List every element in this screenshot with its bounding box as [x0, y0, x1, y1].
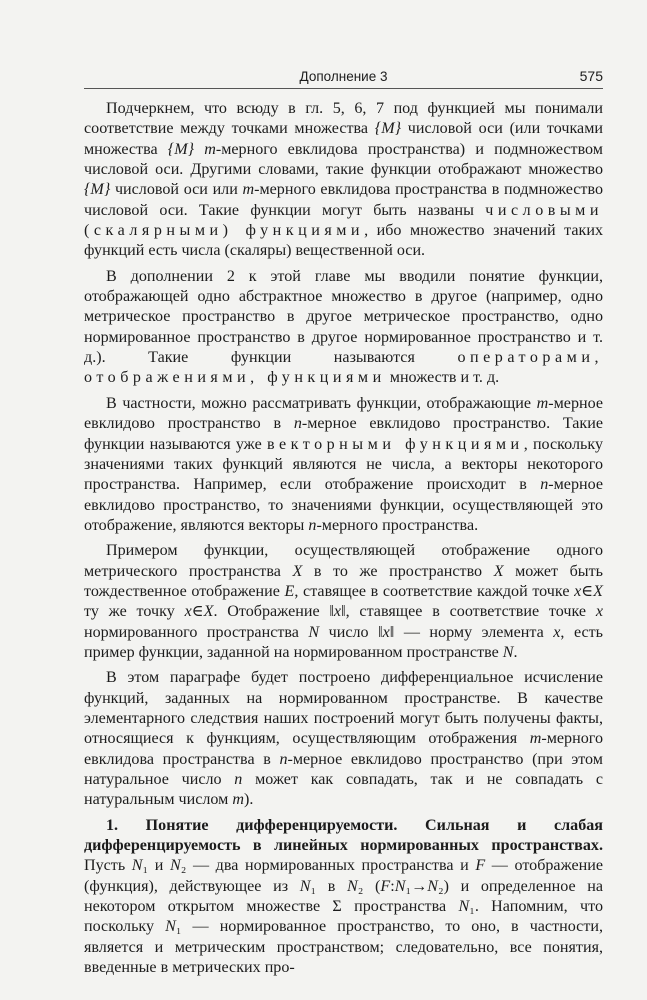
paragraph-6 — [84, 816, 603, 979]
text-run: Примером функции, осуществляющей отображение одного метрического пространства — [84, 542, 603, 580]
subscript: ₁ — [469, 898, 475, 916]
math-var-N: N — [458, 898, 470, 916]
body-text — [84, 99, 603, 978]
text-run: может быть тождественное отображение — [84, 562, 603, 600]
text-run: -мерного евклидова пространства в — [84, 730, 603, 768]
text-run: числовой оси (или точками множества — [84, 120, 603, 158]
text-run: ) и определенное на некотором открытом множестве Σ пространства — [84, 877, 603, 916]
math-var-m: m — [242, 181, 255, 199]
math-var-F: F — [475, 857, 486, 875]
text-run: . Отображение — [213, 603, 330, 621]
text-run: , ставящее в соответствие точке — [345, 603, 596, 621]
text-run: . — [513, 643, 518, 661]
text-run: -мерное евклидово пространство (при этом натуральное число — [84, 750, 603, 788]
text-run: число — [319, 623, 379, 641]
subscript: ₁ — [405, 877, 412, 895]
math-var-x: x — [595, 603, 604, 621]
chapter-title: Дополнение 3 — [299, 69, 388, 84]
math-var-N: N — [299, 877, 311, 895]
paragraph-3 — [84, 394, 603, 536]
text-run: в — [316, 877, 347, 895]
text-run: , ибо множество значений таких функций есть числа (скаляры) вещественной оси. — [84, 222, 604, 260]
math-var-n: n — [279, 750, 288, 768]
math-var-N: N — [170, 857, 181, 875]
math-var-N: N — [347, 877, 358, 895]
text-run: — отображение (функция), действующее из — [84, 857, 603, 895]
text-run: В частности, можно рассматривать функции, отображающие — [106, 394, 537, 412]
text-run: — норму элемента — [394, 623, 554, 641]
math-var-m: m — [536, 394, 549, 412]
math-var-N: N — [165, 918, 176, 936]
math-x-in-X: x∈X — [574, 582, 603, 600]
text-run: В этом параграфе будет построено дифференциальное исчисление функций, заданных на нормированном пространстве. В качестве элементарного следствия наших построений могут быть получены факты, относящиеся к функциям, осуществляющим отображения — [84, 669, 603, 748]
math-var-n: n — [308, 516, 317, 534]
text-run: множеств и т. д. — [385, 369, 500, 387]
text-run: нормированного пространства — [84, 623, 309, 641]
text-run: ). — [244, 791, 254, 809]
text-run: Подчеркнем, что всюду в гл. 5, 6, 7 под функцией мы понимали соответствие между точками множества — [84, 100, 603, 138]
text-run: и — [148, 857, 170, 875]
math-colon: : — [390, 877, 395, 895]
page-number: 575 — [579, 68, 603, 84]
emphasis-term: операторами, отображениями, функциями — [84, 349, 603, 387]
math-var-m: m — [204, 140, 216, 158]
text-run: -мерное евклидово пространство в — [84, 394, 603, 433]
text-run: в то же пространство — [302, 562, 494, 580]
text-run — [194, 141, 204, 158]
subscript: ₁ — [142, 857, 149, 875]
text-run: , есть пример функции, заданной на нормированном пространстве — [84, 623, 603, 661]
subscript: ₁ — [310, 877, 317, 895]
math-var-X: X — [493, 562, 504, 580]
math-var-N: N — [394, 877, 406, 895]
text-run: числовой оси или — [110, 181, 243, 199]
text-run: -мерного евклидова пространства в подмножество числовой оси. Такие функции могут быть названы — [84, 181, 603, 219]
emphasis-term: векторными функциями — [266, 435, 524, 453]
math-var-X: X — [292, 562, 303, 580]
math-var-N: N — [308, 623, 320, 641]
text-run: , поскольку значениями таких функций являются не числа, а векторы некоторого пространства. Например, если отображение происходит в — [84, 435, 603, 494]
paragraph-1 — [84, 99, 603, 262]
text-run: ту же точку — [84, 603, 185, 621]
math-norm-x: ‖x‖ — [378, 623, 395, 641]
math-var-x: x — [553, 623, 561, 641]
text-run: может как совпадать, так и не совпадать с натуральным числом — [84, 771, 603, 809]
text-run: Пусть — [84, 857, 132, 875]
math-x-in-X: x∈X — [184, 603, 214, 621]
text-run: -мерное евклидово пространство. Такие функции называются уже — [84, 415, 604, 453]
paragraph-2 — [84, 267, 603, 389]
subscript: ₂ — [437, 877, 444, 895]
math-var-N: N — [502, 643, 514, 661]
emphasis-term: числовыми (скалярными) функциями — [84, 201, 603, 240]
math-var-m: m — [232, 791, 244, 809]
math-var-F: F — [380, 877, 391, 895]
running-header — [84, 66, 603, 89]
math-var-N: N — [427, 877, 438, 895]
math-var-m: m — [529, 730, 542, 748]
text-run: -мерного евклидова пространства) и подмножеством числовой оси. Другими словами, такие функции отображают множество — [84, 140, 603, 179]
section-heading: 1. Понятие дифференцируемости. Сильная и слабая дифференцируемость в линейных нормированных пространствах. — [84, 816, 603, 855]
paragraph-4 — [84, 541, 603, 663]
math-set-M: {M} — [167, 140, 195, 158]
math-var-n: n — [540, 476, 549, 494]
math-arrow: → — [411, 877, 428, 895]
subscript: ₁ — [175, 918, 182, 936]
text-run: ( — [363, 877, 381, 895]
paragraph-5 — [84, 668, 603, 810]
text-run: , ставящее в соответствие каждой точке — [294, 582, 575, 600]
text-run: . Напомним, что поскольку — [84, 898, 603, 936]
subscript: ₂ — [357, 877, 364, 895]
math-set-M: {M} — [84, 181, 111, 199]
math-var-n: n — [234, 771, 243, 788]
math-norm-x: ‖x‖ — [329, 603, 346, 621]
text-run: -мерное евклидово пространство, то значениями функции, осуществляющей это отображение, являются векторы — [84, 476, 603, 534]
text-run: — нормированное пространство, то оно, в частности, является и метрическим пространством; следовательно, все понятия, введенные в метрических про- — [84, 918, 603, 977]
subscript: ₂ — [180, 857, 187, 875]
math-var-n: n — [293, 415, 302, 433]
text-run: -мерного пространства. — [316, 516, 479, 534]
math-var-E: E — [284, 582, 295, 600]
text-run: — два нормированных пространства и — [186, 857, 476, 875]
math-set-M: {M} — [374, 120, 402, 138]
text-run: В дополнении 2 к этой главе мы вводили понятие функции, отображающей одно абстрактное множество в другое (например, одно метрическое пространство в другое метрическое пространство, одно нормированное пространство в другое нормированное пространство и т. д.). Такие функции называются — [84, 267, 603, 367]
math-var-N: N — [131, 857, 143, 875]
